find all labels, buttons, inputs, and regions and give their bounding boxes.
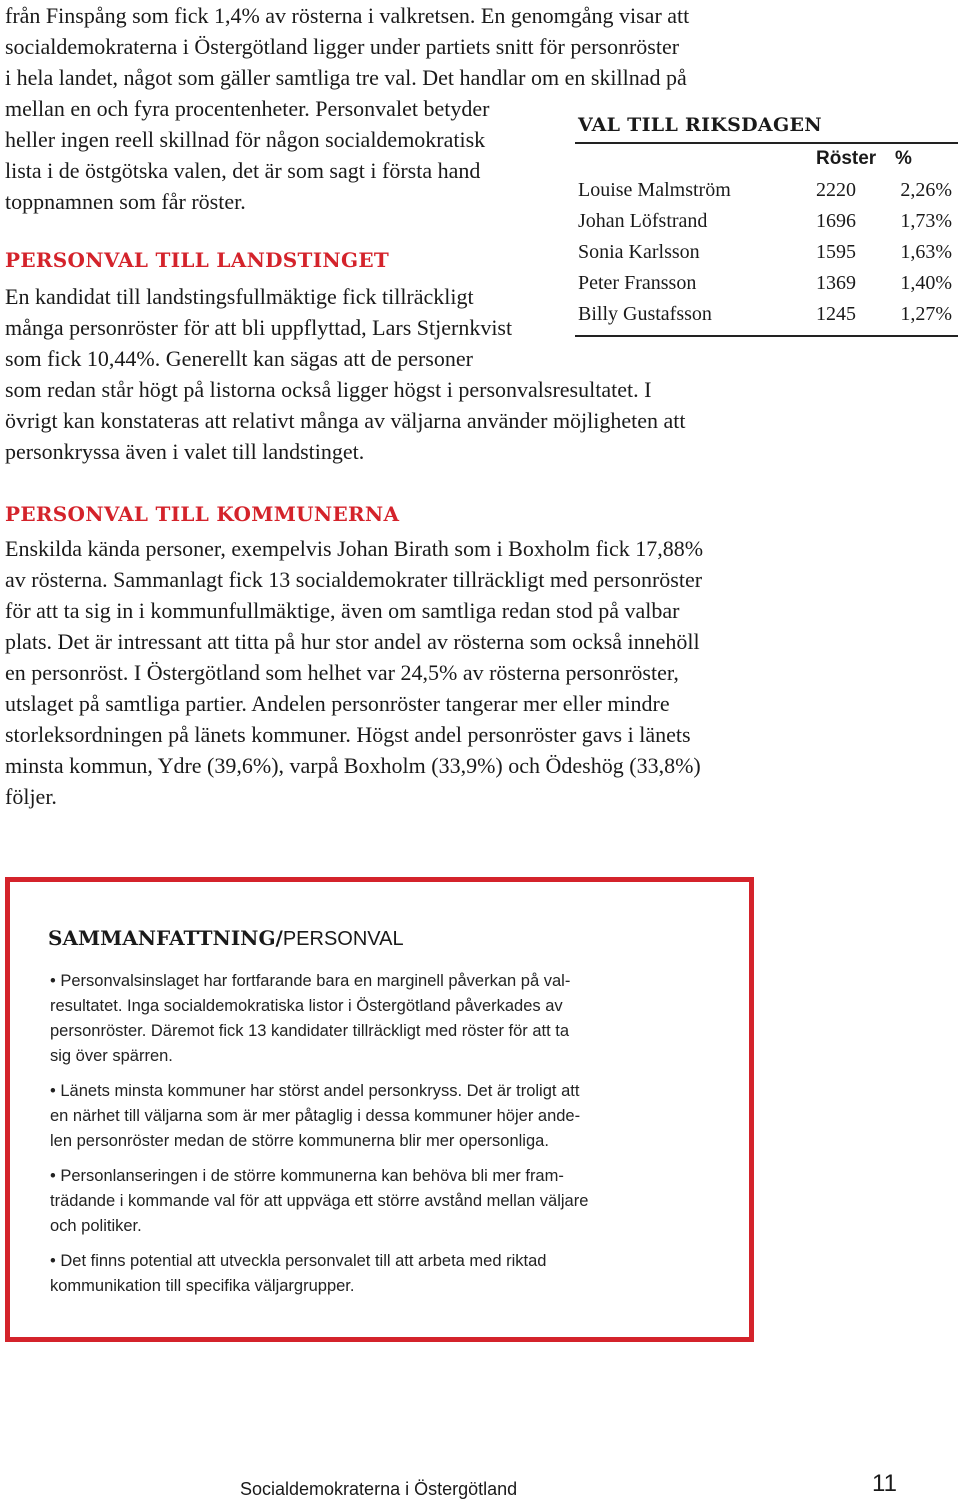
candidate-name: Louise Malmström [578,179,731,201]
paragraph-line: för att ta sig in i kommunfullmäktige, även om samtliga redan stod på valbar [5,598,680,623]
candidate-percent: 1,40% [900,272,952,294]
bullet-line: • Personlanseringen i de större kommunerna kan behöva bli mer fram- [50,1167,564,1185]
candidate-name: Johan Löfstrand [578,210,708,232]
page-number: 11 [872,1470,897,1497]
table-top-rule [575,142,958,144]
paragraph-line: av rösterna. Sammanlagt fick 13 socialdemokrater tillräckligt med personröster [5,567,703,592]
candidate-votes: 1369 [816,272,856,294]
candidate-votes: 2220 [816,179,856,201]
summary-title-bold: SAMMANFATTNING/ [48,926,283,950]
paragraph-line: storleksordningen på länets kommuner. Högst andel personröster gavs i länets [5,722,691,747]
bullet-line: • Personvalsinslaget har fortfarande bara en marginell påverkan på val- [50,972,571,990]
candidate-percent: 1,73% [900,210,952,232]
summary-title [48,926,404,951]
candidate-percent: 1,63% [900,241,952,263]
candidate-votes: 1696 [816,210,856,232]
candidate-percent: 1,27% [900,303,952,325]
bullet-line: trädande i kommande val för att uppväga ett större avstånd mellan väljare [50,1192,589,1210]
bullet-line: resultatet. Inga socialdemokratiska listor i Östergötland påverkades av [50,997,563,1015]
bullet-line: och politiker. [50,1217,142,1235]
paragraph-line: En kandidat till landstingsfullmäktige fick tillräckligt [5,284,474,309]
summary-box [5,877,754,1342]
intro-line: lista i de östgötska valen, det är som sagt i första hand [5,158,481,183]
bullet-line: len personröster medan de större kommunerna blir mer opersonliga. [50,1132,549,1150]
candidate-name: Peter Fransson [578,272,697,294]
bullet-line: personröster. Däremot fick 13 kandidater tillräckligt med röster för att ta [50,1022,570,1040]
intro-line: i hela landet, något som gäller samtliga tre val. Det handlar om en skillnad på [5,65,687,90]
bullet-line: kommunikation till specifika väljargrupper. [50,1277,355,1295]
paragraph-line: en personröst. I Östergötland som helhet var 24,5% av rösterna personröster, [5,660,679,685]
table-row [578,206,956,237]
paragraph-line: övrigt kan konstateras att relativt många av väljarna använder möjligheten att [5,408,686,433]
bullet-line: • Länets minsta kommuner har störst andel personkryss. Det är troligt att [50,1082,580,1100]
candidate-name: Billy Gustafsson [578,303,712,325]
candidate-votes: 1595 [816,241,856,263]
candidate-percent: 2,26% [900,179,952,201]
column-header-votes: Röster [816,148,877,169]
paragraph-line: som redan står högt på listorna också ligger högst i personvalsresultatet. I [5,377,652,402]
paragraph-line: minsta kommun, Ydre (39,6%), varpå Boxholm (33,9%) och Ödeshög (33,8%) [5,753,701,778]
intro-line: mellan en och fyra procentenheter. Personvalet betyder [5,96,490,121]
bullet-line: • Det finns potential att utveckla personvalet till att arbeta med riktad [50,1252,547,1270]
paragraph-line: plats. Det är intressant att titta på hur stor andel av rösterna som också innehöll [5,629,700,654]
paragraph-line: som fick 10,44%. Generellt kan sägas att de personer [5,346,473,371]
column-header-percent: % [895,148,912,169]
intro-line: socialdemokraterna i Östergötland ligger under partiets snitt för personröster [5,34,680,59]
section-heading: PERSONVAL TILL KOMMUNERNA [5,502,400,526]
paragraph-line: utslaget på samtliga partier. Andelen personröster tangerar mer eller mindre [5,691,670,716]
table-title: VAL TILL RIKSDAGEN [578,114,822,136]
intro-line: heller ingen reell skillnad för någon socialdemokratisk [5,127,486,152]
paragraph-line: många personröster för att bli uppflyttad, Lars Stjernkvist [5,315,513,340]
table-row [578,175,956,206]
table-row [578,268,956,299]
paragraph-line: följer. [5,784,57,809]
table-row [578,299,956,330]
bullet-line: sig över spärren. [50,1047,173,1065]
paragraph-line: personkryssa även i valet till landstinget. [5,439,365,464]
table-bottom-rule [575,335,958,337]
paragraph-line: Enskilda kända personer, exempelvis Johan Birath som i Boxholm fick 17,88% [5,536,704,561]
bullet-line: en närhet till väljarna som är mer påtaglig i dessa kommuner höjer ande- [50,1107,581,1125]
candidate-votes: 1245 [816,303,856,325]
candidate-name: Sonia Karlsson [578,241,700,263]
section-heading: PERSONVAL TILL LANDSTINGET [5,248,390,272]
intro-line: från Finspång som fick 1,4% av rösterna i valkretsen. En genomgång visar att [5,3,690,28]
table-row [578,237,956,268]
intro-line: toppnamnen som får röster. [5,189,246,214]
summary-title-rest: PERSONVAL [282,928,404,950]
footer-publication: Socialdemokraterna i Östergötland [240,1479,518,1499]
